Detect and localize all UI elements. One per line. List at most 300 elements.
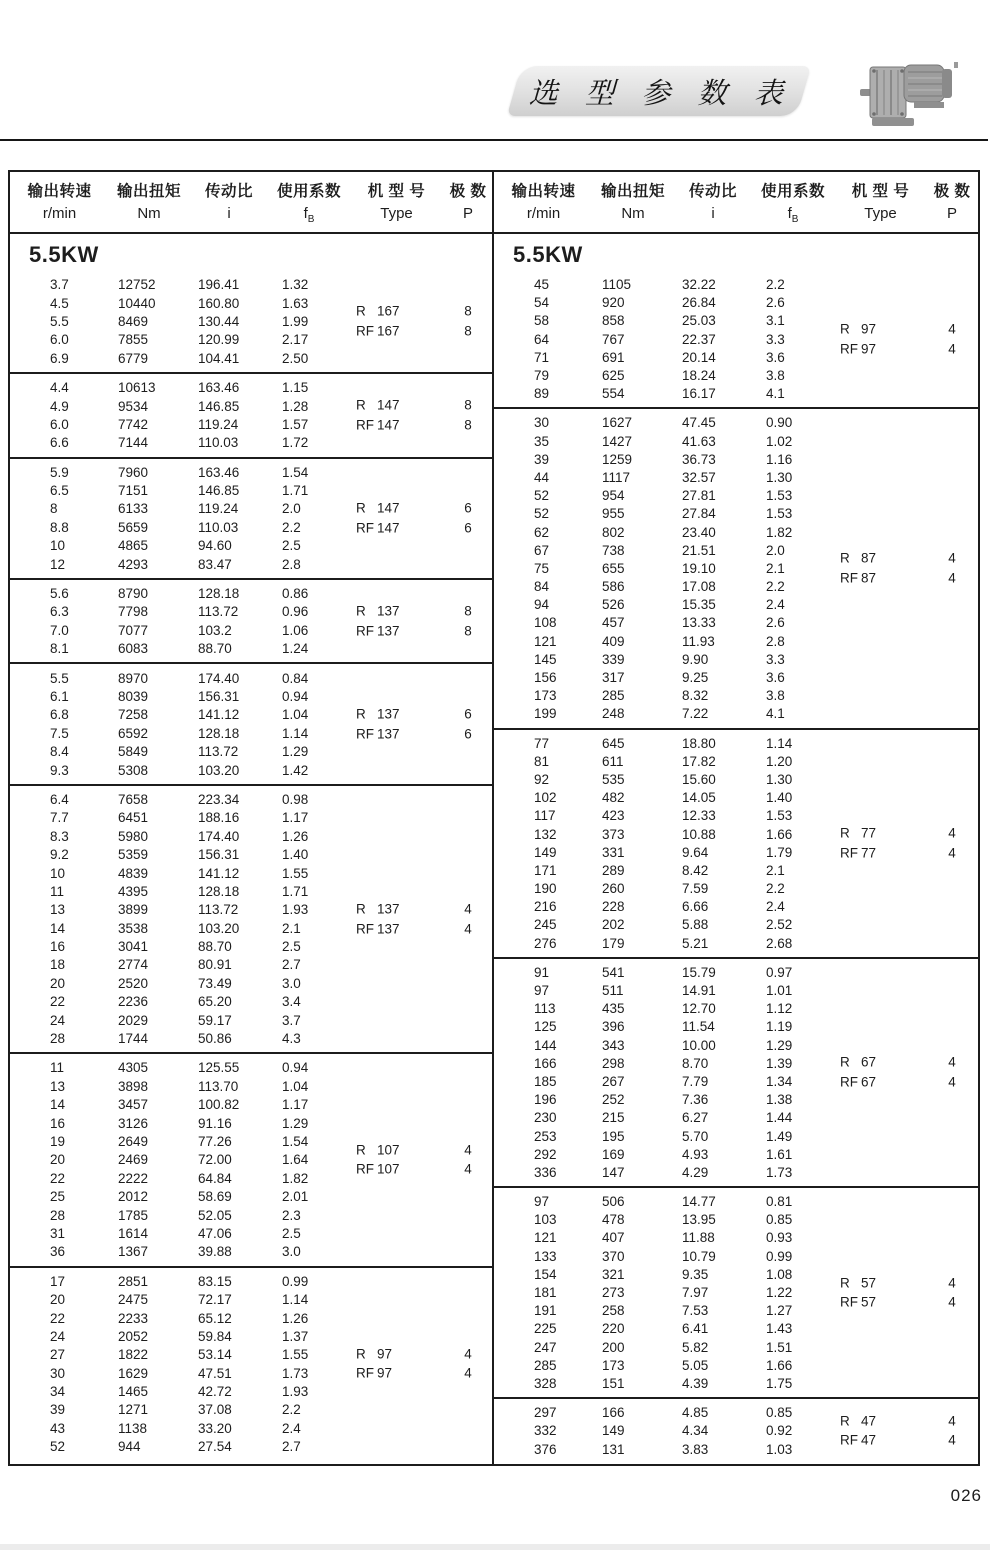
model-type-line — [840, 339, 876, 359]
header-type-label: 机 型 号 — [367, 183, 426, 200]
service-factor-cell: 1.57 — [282, 416, 309, 432]
ratio-cell: 11.93 — [682, 633, 715, 649]
ratio-cell: 42.72 — [198, 1384, 232, 1400]
service-factor-cell: 1.53 — [766, 488, 793, 504]
model-type-line — [356, 919, 400, 939]
table-row — [494, 789, 978, 807]
torque-cell: 1259 — [602, 451, 633, 467]
ratio-cell: 125.55 — [198, 1060, 240, 1076]
torque-cell: 3126 — [118, 1115, 149, 1131]
service-factor-cell: 1.04 — [282, 1078, 309, 1094]
poles-line: 4 — [464, 1161, 472, 1177]
table-row — [494, 596, 978, 614]
speed-cell: 156 — [534, 670, 557, 686]
torque-cell: 1629 — [118, 1365, 149, 1381]
ratio-cell: 110.03 — [198, 519, 239, 535]
speed-cell: 332 — [534, 1423, 557, 1439]
torque-cell: 535 — [602, 771, 625, 787]
speed-cell: 6.9 — [50, 350, 69, 366]
service-factor-cell: 1.61 — [766, 1146, 793, 1162]
torque-cell: 407 — [602, 1230, 625, 1246]
header-poles-label: 极 数 — [449, 183, 487, 200]
speed-cell: 103 — [534, 1212, 557, 1228]
torque-cell: 7658 — [118, 791, 149, 807]
speed-cell: 10 — [50, 538, 66, 554]
table-row — [494, 934, 978, 952]
ratio-cell: 77.26 — [198, 1133, 232, 1149]
torque-cell: 767 — [602, 331, 625, 347]
ratio-cell: 160.80 — [198, 295, 240, 311]
table-right-half — [494, 172, 978, 1464]
ratio-cell: 156.31 — [198, 847, 240, 863]
service-factor-cell: 1.17 — [282, 1097, 309, 1113]
ratio-cell: 33.20 — [198, 1420, 232, 1436]
ratio-cell: 83.15 — [198, 1273, 232, 1289]
table-left-half — [10, 172, 494, 1464]
speed-cell: 9.3 — [50, 762, 69, 778]
model-type-line — [356, 621, 400, 641]
table-row — [10, 724, 492, 742]
speed-cell: 30 — [50, 1365, 66, 1381]
table-row — [10, 555, 492, 573]
ratio-cell: 25.03 — [682, 313, 716, 329]
ratio-cell: 7.59 — [682, 881, 709, 897]
table-row — [10, 1206, 492, 1224]
speed-cell: 145 — [534, 651, 557, 667]
speed-cell: 10 — [50, 865, 66, 881]
service-factor-cell: 1.54 — [282, 464, 309, 480]
service-factor-cell: 1.03 — [766, 1441, 793, 1457]
service-factor-cell: 1.79 — [766, 844, 793, 860]
ratio-cell: 9.25 — [682, 670, 709, 686]
speed-cell: 4.4 — [50, 380, 69, 396]
table-row — [10, 463, 492, 481]
ratio-cell: 17.82 — [682, 753, 716, 769]
service-factor-cell: 2.1 — [766, 862, 785, 878]
service-factor-cell: 1.64 — [282, 1152, 309, 1168]
torque-cell: 252 — [602, 1092, 625, 1108]
torque-cell: 289 — [602, 862, 625, 878]
torque-cell: 200 — [602, 1339, 625, 1355]
row-group — [10, 662, 492, 783]
table-row — [494, 432, 978, 450]
service-factor-cell: 1.24 — [282, 641, 309, 657]
table-row — [10, 349, 492, 367]
type-number: 137 — [377, 901, 400, 917]
table-row — [494, 1265, 978, 1283]
ratio-cell: 113.72 — [198, 744, 239, 760]
ratio-cell: 163.46 — [198, 464, 240, 480]
speed-cell: 6.5 — [50, 483, 69, 499]
poles-line: 6 — [464, 500, 472, 516]
type-prefix: RF — [356, 623, 374, 639]
model-type — [840, 320, 876, 359]
factor-unit-base: f — [303, 205, 308, 222]
speed-cell: 35 — [534, 433, 550, 449]
ratio-cell: 18.80 — [682, 735, 716, 751]
speed-cell: 7.7 — [50, 810, 69, 826]
poles-line: 8 — [464, 397, 472, 413]
table-row — [10, 919, 492, 937]
row-group — [10, 271, 492, 372]
type-prefix: RF — [840, 1432, 858, 1448]
table-row — [10, 845, 492, 863]
ratio-cell: 130.44 — [198, 313, 240, 329]
speed-cell: 328 — [534, 1375, 557, 1391]
table-row — [494, 1109, 978, 1127]
header-type-unit: Type — [380, 205, 413, 222]
service-factor-cell: 1.29 — [282, 744, 309, 760]
speed-cell: 8.4 — [50, 744, 69, 760]
table-row — [10, 1327, 492, 1345]
service-factor-cell: 2.8 — [766, 633, 785, 649]
service-factor-cell: 3.4 — [282, 994, 301, 1010]
speed-cell: 20 — [50, 1152, 66, 1168]
ratio-cell: 6.27 — [682, 1110, 709, 1126]
torque-cell: 7144 — [118, 435, 149, 451]
torque-cell: 8039 — [118, 689, 149, 704]
table-row — [10, 993, 492, 1011]
table-row — [494, 450, 978, 468]
service-factor-cell: 2.17 — [282, 332, 309, 348]
ratio-cell: 36.73 — [682, 451, 716, 467]
speed-cell: 253 — [534, 1128, 557, 1144]
ratio-cell: 39.88 — [198, 1244, 232, 1260]
torque-cell: 131 — [602, 1441, 625, 1457]
ratio-cell: 88.70 — [198, 641, 232, 657]
torque-cell: 248 — [602, 706, 625, 722]
torque-cell: 655 — [602, 560, 625, 576]
type-number: 97 — [377, 1365, 393, 1381]
torque-cell: 339 — [602, 651, 625, 667]
torque-cell: 147 — [602, 1164, 625, 1180]
type-number: 77 — [861, 845, 877, 861]
type-prefix: RF — [840, 341, 858, 357]
speed-cell: 92 — [534, 771, 550, 787]
table-row — [10, 294, 492, 312]
row-group — [10, 1052, 492, 1265]
row-group — [10, 1266, 492, 1461]
speed-cell: 30 — [534, 415, 550, 431]
table-row — [494, 1404, 978, 1422]
poles-line: 4 — [464, 1365, 472, 1381]
service-factor-cell: 0.97 — [766, 964, 793, 980]
model-type-line — [356, 705, 400, 725]
service-factor-cell: 2.7 — [282, 1439, 301, 1455]
table-row — [494, 861, 978, 879]
model-type-line — [840, 549, 876, 569]
table-row — [494, 487, 978, 505]
speed-cell: 39 — [534, 451, 550, 467]
torque-cell: 5359 — [118, 847, 149, 863]
table-row — [10, 415, 492, 433]
table-row — [10, 1438, 492, 1456]
table-row — [10, 809, 492, 827]
header-factor-unit — [269, 205, 349, 225]
poles-line: 4 — [948, 1413, 956, 1429]
speed-cell: 22 — [50, 1310, 66, 1326]
service-factor-cell: 0.81 — [766, 1194, 793, 1210]
service-factor-cell: 1.29 — [766, 1037, 793, 1053]
torque-cell: 4305 — [118, 1060, 149, 1076]
torque-cell: 10440 — [118, 295, 156, 311]
table-row — [494, 770, 978, 788]
type-prefix: RF — [356, 726, 374, 742]
table-header-left — [10, 172, 492, 234]
poles-line: 8 — [464, 417, 472, 433]
speed-cell: 190 — [534, 881, 557, 897]
type-prefix: RF — [356, 520, 374, 536]
service-factor-cell: 3.6 — [766, 349, 785, 365]
ratio-cell: 110.03 — [198, 435, 239, 451]
table-row — [10, 331, 492, 349]
ratio-cell: 37.08 — [198, 1402, 232, 1418]
ratio-cell: 52.05 — [198, 1207, 232, 1223]
torque-cell: 151 — [602, 1375, 625, 1391]
header-ratio-label: 传动比 — [204, 183, 253, 200]
header-labels-row — [494, 179, 978, 201]
service-factor-cell: 1.55 — [282, 865, 309, 881]
poles-count — [460, 705, 476, 744]
table-row — [494, 1356, 978, 1374]
title-banner — [507, 66, 811, 116]
service-factor-cell: 1.82 — [282, 1170, 309, 1186]
table-row — [10, 518, 492, 536]
poles-line: 8 — [464, 623, 472, 639]
ratio-cell: 103.2 — [198, 622, 232, 638]
speed-cell: 3.7 — [50, 277, 69, 293]
torque-cell: 2236 — [118, 994, 149, 1010]
table-row — [10, 1114, 492, 1132]
header-rule — [0, 139, 988, 141]
model-type-line — [840, 1293, 876, 1313]
ratio-cell: 174.40 — [198, 828, 240, 844]
type-number: 47 — [861, 1432, 877, 1448]
speed-cell: 6.1 — [50, 689, 69, 704]
table-row — [10, 640, 492, 658]
service-factor-cell: 2.01 — [282, 1189, 309, 1205]
poles-line: 6 — [464, 726, 472, 742]
type-prefix: R — [840, 1413, 850, 1429]
torque-cell: 7798 — [118, 604, 149, 620]
header-ratio-unit: i — [711, 205, 715, 222]
torque-cell: 2520 — [118, 975, 149, 991]
header-labels-row — [10, 179, 492, 201]
ratio-cell: 64.84 — [198, 1170, 232, 1186]
model-type-line — [840, 568, 876, 588]
header-ratio-label: 传动比 — [688, 183, 737, 200]
torque-cell: 331 — [602, 844, 625, 860]
speed-cell: 247 — [534, 1339, 557, 1355]
torque-cell: 321 — [602, 1266, 625, 1282]
ratio-cell: 196.41 — [198, 277, 240, 293]
table-row — [10, 584, 492, 602]
speed-cell: 16 — [50, 939, 66, 955]
row-group — [494, 957, 978, 1186]
speed-cell: 79 — [534, 368, 550, 384]
speed-cell: 24 — [50, 1012, 66, 1028]
header-speed-unit: r/min — [42, 205, 77, 222]
service-factor-cell: 1.14 — [766, 735, 793, 751]
torque-cell: 2222 — [118, 1170, 149, 1186]
torque-cell: 1627 — [602, 415, 633, 431]
ratio-cell: 17.08 — [682, 579, 716, 595]
torque-cell: 195 — [602, 1128, 625, 1144]
ratio-cell: 58.69 — [198, 1189, 232, 1205]
type-prefix: R — [840, 825, 850, 841]
ratio-cell: 3.83 — [682, 1441, 709, 1457]
service-factor-cell: 1.66 — [766, 1357, 793, 1373]
model-type — [356, 499, 400, 538]
torque-cell: 645 — [602, 735, 625, 751]
ratio-cell: 14.91 — [682, 983, 716, 999]
table-row — [494, 1072, 978, 1090]
service-factor-cell: 1.17 — [282, 810, 309, 826]
model-type-line — [356, 499, 400, 519]
table-row — [10, 481, 492, 499]
service-factor-cell: 1.49 — [766, 1128, 793, 1144]
ratio-cell: 163.46 — [198, 380, 240, 396]
table-row — [10, 882, 492, 900]
ratio-cell: 11.88 — [682, 1230, 715, 1246]
type-prefix: R — [356, 1346, 366, 1362]
service-factor-cell: 1.37 — [282, 1328, 309, 1344]
service-factor-cell: 1.08 — [766, 1266, 793, 1282]
speed-cell: 11 — [50, 1060, 65, 1076]
torque-cell: 202 — [602, 917, 625, 933]
service-factor-cell: 1.73 — [766, 1164, 793, 1180]
ratio-cell: 5.21 — [682, 935, 709, 951]
speed-cell: 5.5 — [50, 313, 69, 329]
ratio-cell: 11.54 — [682, 1019, 715, 1035]
torque-cell: 5849 — [118, 744, 149, 760]
ratio-cell: 47.06 — [198, 1225, 232, 1241]
service-factor-cell: 2.1 — [282, 920, 301, 936]
torque-cell: 1105 — [602, 277, 632, 293]
table-row — [494, 752, 978, 770]
torque-cell: 954 — [602, 488, 625, 504]
table-row — [494, 614, 978, 632]
service-factor-cell: 4.1 — [766, 706, 785, 722]
ratio-cell: 15.35 — [682, 597, 716, 613]
table-row — [10, 864, 492, 882]
row-group — [494, 1186, 978, 1397]
torque-cell: 3899 — [118, 902, 149, 918]
ratio-cell: 9.35 — [682, 1266, 709, 1282]
type-number: 77 — [861, 825, 877, 841]
table-row — [10, 1243, 492, 1261]
model-type — [840, 1273, 876, 1312]
torque-cell: 1271 — [118, 1402, 149, 1418]
speed-cell: 225 — [534, 1321, 557, 1337]
torque-cell: 1367 — [118, 1244, 149, 1260]
torque-cell: 1465 — [118, 1384, 149, 1400]
torque-cell: 1614 — [118, 1225, 149, 1241]
table-row — [10, 276, 492, 294]
speed-cell: 4.5 — [50, 295, 69, 311]
table-row — [494, 1440, 978, 1458]
speed-cell: 14 — [50, 1097, 66, 1113]
table-row — [10, 1290, 492, 1308]
table-row — [494, 1283, 978, 1301]
speed-cell: 336 — [534, 1164, 557, 1180]
speed-cell: 132 — [534, 826, 557, 842]
table-row — [494, 825, 978, 843]
ratio-cell: 23.40 — [682, 524, 716, 540]
type-number: 107 — [377, 1142, 400, 1158]
table-row — [494, 559, 978, 577]
row-group — [10, 457, 492, 578]
type-prefix: R — [840, 550, 850, 566]
speed-cell: 25 — [50, 1189, 66, 1205]
model-type-line — [840, 320, 876, 340]
table-row — [10, 1419, 492, 1437]
table-row — [494, 880, 978, 898]
ratio-cell: 4.93 — [682, 1146, 709, 1162]
table-row — [494, 1091, 978, 1109]
torque-cell: 8469 — [118, 313, 149, 329]
model-type — [356, 396, 400, 435]
poles-count — [460, 1140, 476, 1179]
ratio-cell: 5.82 — [682, 1339, 709, 1355]
table-row — [10, 500, 492, 518]
ratio-cell: 146.85 — [198, 398, 240, 414]
table-row — [10, 1382, 492, 1400]
speed-cell: 216 — [534, 899, 557, 915]
type-number: 67 — [861, 1054, 877, 1070]
ratio-cell: 141.12 — [198, 865, 240, 881]
service-factor-cell: 1.44 — [766, 1110, 793, 1126]
table-row — [494, 807, 978, 825]
poles-line: 4 — [948, 825, 956, 841]
service-factor-cell: 1.14 — [282, 725, 309, 741]
ratio-cell: 50.86 — [198, 1031, 232, 1047]
table-row — [10, 1169, 492, 1187]
service-factor-cell: 2.5 — [282, 1225, 301, 1241]
speed-cell: 6.4 — [50, 791, 69, 807]
speed-cell: 5.9 — [50, 464, 69, 480]
header-torque-unit: Nm — [137, 205, 161, 222]
service-factor-cell: 3.8 — [766, 688, 785, 704]
table-row — [494, 294, 978, 312]
header-torque-unit: Nm — [621, 205, 645, 222]
service-factor-cell: 1.28 — [282, 398, 309, 414]
poles-count — [460, 396, 476, 435]
table-row — [10, 1132, 492, 1150]
torque-cell: 691 — [602, 349, 625, 365]
service-factor-cell: 1.55 — [282, 1347, 309, 1363]
service-factor-cell: 1.30 — [766, 469, 793, 485]
table-row — [10, 397, 492, 415]
service-factor-cell: 3.3 — [766, 331, 785, 347]
speed-cell: 52 — [50, 1439, 66, 1455]
torque-cell: 4865 — [118, 538, 149, 554]
service-factor-cell: 2.7 — [282, 957, 301, 973]
speed-cell: 16 — [50, 1115, 66, 1131]
type-number: 47 — [861, 1413, 877, 1429]
torque-cell: 343 — [602, 1037, 625, 1053]
table-row — [494, 668, 978, 686]
ratio-cell: 53.14 — [198, 1347, 232, 1363]
table-row — [10, 669, 492, 687]
table-row — [494, 687, 978, 705]
model-type-line — [356, 415, 400, 435]
speed-cell: 144 — [534, 1037, 557, 1053]
table-row — [10, 974, 492, 992]
ratio-cell: 7.36 — [682, 1092, 709, 1108]
table-row — [494, 843, 978, 861]
table-row — [494, 468, 978, 486]
